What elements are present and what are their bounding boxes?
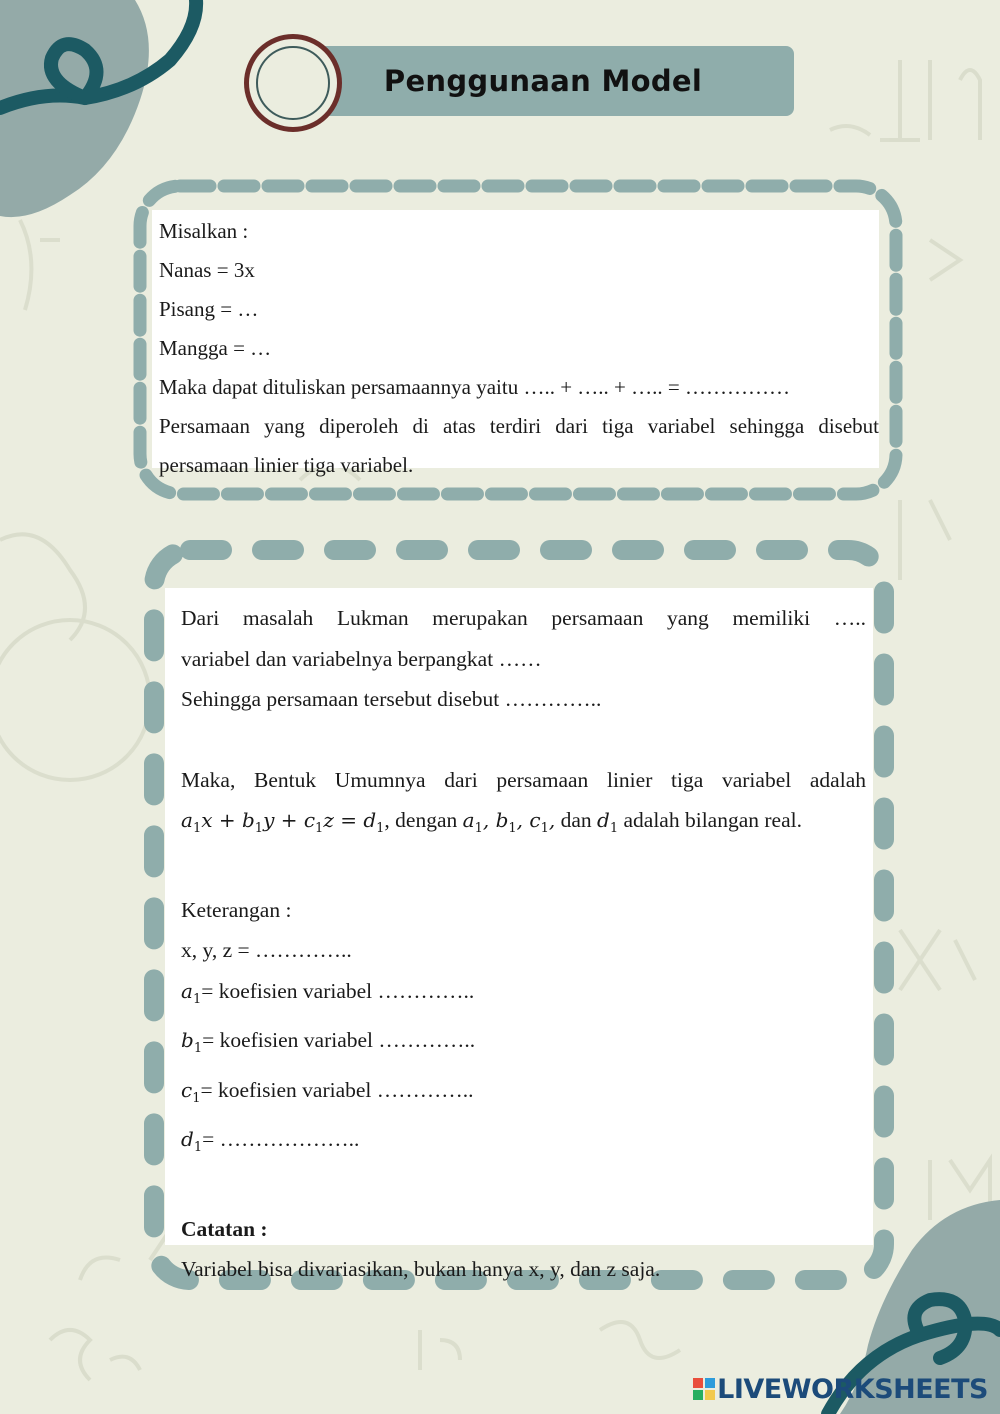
nanas-line: Nanas = 3x	[159, 258, 255, 282]
problem-line-2: variabel dan variabelnya berpangkat ……	[181, 646, 542, 671]
pisang-line: Pisang = …	[159, 297, 259, 321]
d1-symbol: $d_1$	[597, 808, 619, 836]
general-equation: $a_1x + b_1y + c_1z = d_1$	[181, 808, 385, 836]
page-title: Penggunaan Model	[383, 64, 703, 98]
conclusion-line-2: persamaan linier tiga variabel.	[159, 453, 414, 477]
liveworksheets-logo-icon	[693, 1378, 715, 1400]
a1-line: $a_1=$ koefisien variabel …………..	[181, 978, 475, 1007]
dan-text: dan	[560, 808, 592, 832]
b1-line: $b_1=$ koefisien variabel …………..	[181, 1028, 476, 1056]
a1-description: = koefisien variabel …………..	[201, 978, 475, 1003]
intro-label: Misalkan :	[159, 219, 249, 243]
coefficient-list: $a_1$, $b_1$, $c_1$,	[462, 808, 556, 836]
problem-line-1: Dari masalah Lukman merupakan persamaan yang memiliki …..	[181, 606, 866, 630]
conclusion-line-1: Persamaan yang diperoleh di atas terdiri dari tiga variabel sehingga disebut	[159, 414, 879, 438]
c1-line: $c_1=$ koefisien variabel …………..	[181, 1077, 474, 1106]
watermark	[693, 1374, 988, 1404]
catatan-label: Catatan :	[181, 1216, 268, 1241]
d1-line: $d_1=$ ………………..	[181, 1127, 360, 1155]
watermark-text: LIVEWORKSHEETS	[717, 1373, 988, 1405]
xyz-line: x, y, z = …………..	[181, 938, 352, 962]
general-form-line-2	[181, 800, 866, 850]
keterangan-label: Keterangan :	[181, 897, 292, 922]
mangga-line: Mangga = …	[159, 336, 272, 360]
c1-description: = koefisien variabel …………..	[200, 1077, 474, 1102]
b1-description: = koefisien variabel …………..	[202, 1028, 476, 1052]
dengan-text: , dengan	[384, 808, 458, 832]
general-form-line-1: Maka, Bentuk Umumnya dari persamaan linier tiga variabel adalah	[181, 767, 866, 792]
equation-line: Maka dapat dituliskan persamaannya yaitu ….. + ….. + ….. = ……………	[159, 375, 790, 399]
example-panel	[152, 210, 879, 477]
real-number-text: adalah bilangan real.	[623, 808, 802, 832]
catatan-text: Variabel bisa divariasikan, bukan hanya x, y, dan z saja.	[181, 1257, 661, 1281]
explanation-panel	[165, 588, 873, 1281]
d1-description: = ………………..	[202, 1127, 360, 1151]
problem-line-3: Sehingga persamaan tersebut disebut …………..	[181, 687, 602, 711]
